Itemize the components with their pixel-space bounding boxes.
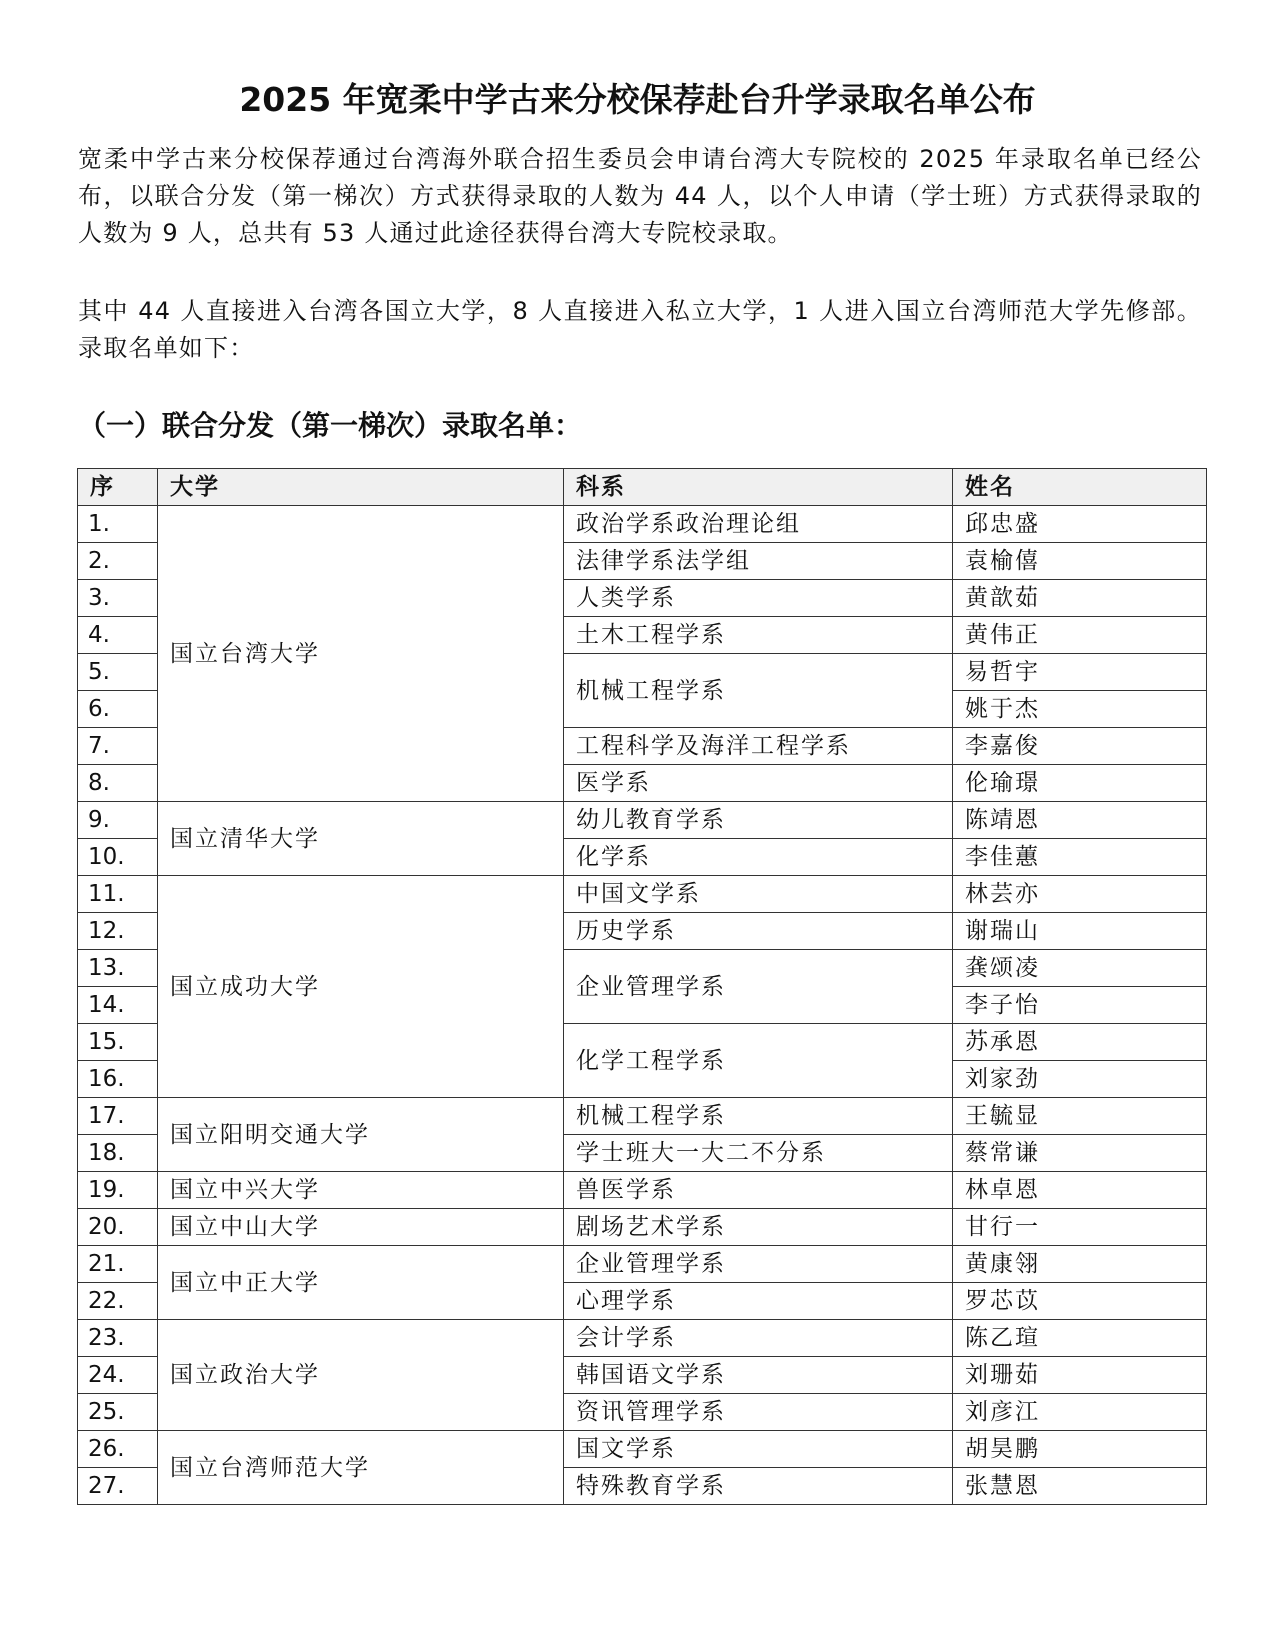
student-name-cell: 甘行一 xyxy=(953,1209,1207,1246)
row-number-cell: 26. xyxy=(78,1431,158,1468)
student-name-cell: 黄伟正 xyxy=(953,617,1207,654)
student-name-cell: 陈乙瑄 xyxy=(953,1320,1207,1357)
department-cell: 中国文学系 xyxy=(564,876,953,913)
table-row xyxy=(78,506,1207,543)
row-number-cell: 19. xyxy=(78,1172,158,1209)
table-row xyxy=(78,1209,1207,1246)
row-number-cell: 10. xyxy=(78,839,158,876)
row-number-cell: 23. xyxy=(78,1320,158,1357)
student-name-cell: 姚于杰 xyxy=(953,691,1207,728)
section-heading: （一）联合分发（第一梯次）录取名单： xyxy=(78,409,583,442)
table-header-row xyxy=(78,469,1207,506)
department-cell: 化学工程学系 xyxy=(564,1024,953,1098)
table-row xyxy=(78,876,1207,913)
table-row xyxy=(78,1246,1207,1283)
student-name-cell: 张慧恩 xyxy=(953,1468,1207,1505)
department-cell: 政治学系政治理论组 xyxy=(564,506,953,543)
department-cell: 工程科学及海洋工程学系 xyxy=(564,728,953,765)
department-cell: 国文学系 xyxy=(564,1431,953,1468)
admission-table xyxy=(77,468,1207,1505)
department-cell: 心理学系 xyxy=(564,1283,953,1320)
row-number-cell: 14. xyxy=(78,987,158,1024)
header-number: 序 xyxy=(78,469,158,506)
row-number-cell: 25. xyxy=(78,1394,158,1431)
department-cell: 资讯管理学系 xyxy=(564,1394,953,1431)
row-number-cell: 12. xyxy=(78,913,158,950)
student-name-cell: 伦瑜璟 xyxy=(953,765,1207,802)
student-name-cell: 刘家劲 xyxy=(953,1061,1207,1098)
header-department: 科系 xyxy=(564,469,953,506)
department-cell: 企业管理学系 xyxy=(564,950,953,1024)
department-cell: 人类学系 xyxy=(564,580,953,617)
table-body xyxy=(78,506,1207,1505)
department-cell: 化学系 xyxy=(564,839,953,876)
table-row xyxy=(78,1431,1207,1468)
summary-paragraph: 其中 44 人直接进入台湾各国立大学，8 人直接进入私立大学，1 人进入国立台湾师范大学先修部。录取名单如下： xyxy=(78,297,1202,362)
row-number-cell: 17. xyxy=(78,1098,158,1135)
university-cell: 国立阳明交通大学 xyxy=(158,1098,564,1172)
student-name-cell: 刘珊茹 xyxy=(953,1357,1207,1394)
row-number-cell: 18. xyxy=(78,1135,158,1172)
student-name-cell: 罗芯苡 xyxy=(953,1283,1207,1320)
row-number-cell: 1. xyxy=(78,506,158,543)
row-number-cell: 9. xyxy=(78,802,158,839)
department-cell: 历史学系 xyxy=(564,913,953,950)
row-number-cell: 7. xyxy=(78,728,158,765)
department-cell: 机械工程学系 xyxy=(564,1098,953,1135)
department-cell: 土木工程学系 xyxy=(564,617,953,654)
university-cell: 国立政治大学 xyxy=(158,1320,564,1431)
student-name-cell: 龚颂凌 xyxy=(953,950,1207,987)
student-name-cell: 林芸亦 xyxy=(953,876,1207,913)
student-name-cell: 黄康翎 xyxy=(953,1246,1207,1283)
row-number-cell: 2. xyxy=(78,543,158,580)
student-name-cell: 李嘉俊 xyxy=(953,728,1207,765)
row-number-cell: 4. xyxy=(78,617,158,654)
row-number-cell: 21. xyxy=(78,1246,158,1283)
department-cell: 幼儿教育学系 xyxy=(564,802,953,839)
department-cell: 会计学系 xyxy=(564,1320,953,1357)
department-cell: 兽医学系 xyxy=(564,1172,953,1209)
intro-paragraph: 宽柔中学古来分校保荐通过台湾海外联合招生委员会申请台湾大专院校的 2025 年录取名单已经公布，以联合分发（第一梯次）方式获得录取的人数为 44 人，以个人申请（学士班）方式获得录取的人数为 9 人，总共有 53 人通过此途径获得台湾大专院校录取。 xyxy=(78,145,1202,247)
university-cell: 国立中山大学 xyxy=(158,1209,564,1246)
row-number-cell: 5. xyxy=(78,654,158,691)
university-cell: 国立中正大学 xyxy=(158,1246,564,1320)
university-cell: 国立台湾师范大学 xyxy=(158,1431,564,1505)
department-cell: 特殊教育学系 xyxy=(564,1468,953,1505)
department-cell: 韩国语文学系 xyxy=(564,1357,953,1394)
row-number-cell: 6. xyxy=(78,691,158,728)
header-university: 大学 xyxy=(158,469,564,506)
student-name-cell: 邱忠盛 xyxy=(953,506,1207,543)
student-name-cell: 易哲宇 xyxy=(953,654,1207,691)
row-number-cell: 16. xyxy=(78,1061,158,1098)
department-cell: 学士班大一大二不分系 xyxy=(564,1135,953,1172)
student-name-cell: 苏承恩 xyxy=(953,1024,1207,1061)
row-number-cell: 20. xyxy=(78,1209,158,1246)
row-number-cell: 15. xyxy=(78,1024,158,1061)
student-name-cell: 谢瑞山 xyxy=(953,913,1207,950)
row-number-cell: 11. xyxy=(78,876,158,913)
table-row xyxy=(78,1098,1207,1135)
header-name: 姓名 xyxy=(953,469,1207,506)
table-row xyxy=(78,1172,1207,1209)
student-name-cell: 李子怡 xyxy=(953,987,1207,1024)
student-name-cell: 胡昊鹏 xyxy=(953,1431,1207,1468)
department-cell: 机械工程学系 xyxy=(564,654,953,728)
table-row xyxy=(78,1320,1207,1357)
row-number-cell: 27. xyxy=(78,1468,158,1505)
student-name-cell: 蔡常谦 xyxy=(953,1135,1207,1172)
row-number-cell: 22. xyxy=(78,1283,158,1320)
department-cell: 企业管理学系 xyxy=(564,1246,953,1283)
student-name-cell: 袁榆僖 xyxy=(953,543,1207,580)
department-cell: 医学系 xyxy=(564,765,953,802)
university-cell: 国立清华大学 xyxy=(158,802,564,876)
student-name-cell: 王毓显 xyxy=(953,1098,1207,1135)
department-cell: 法律学系法学组 xyxy=(564,543,953,580)
row-number-cell: 3. xyxy=(78,580,158,617)
department-cell: 剧场艺术学系 xyxy=(564,1209,953,1246)
student-name-cell: 林卓恩 xyxy=(953,1172,1207,1209)
university-cell: 国立台湾大学 xyxy=(158,506,564,802)
row-number-cell: 13. xyxy=(78,950,158,987)
student-name-cell: 李佳蕙 xyxy=(953,839,1207,876)
table-row xyxy=(78,802,1207,839)
university-cell: 国立中兴大学 xyxy=(158,1172,564,1209)
student-name-cell: 刘彦江 xyxy=(953,1394,1207,1431)
row-number-cell: 24. xyxy=(78,1357,158,1394)
student-name-cell: 黄歆茹 xyxy=(953,580,1207,617)
page-title: 2025 年宽柔中学古来分校保荐赴台升学录取名单公布 xyxy=(239,80,1036,119)
student-name-cell: 陈靖恩 xyxy=(953,802,1207,839)
university-cell: 国立成功大学 xyxy=(158,876,564,1098)
row-number-cell: 8. xyxy=(78,765,158,802)
